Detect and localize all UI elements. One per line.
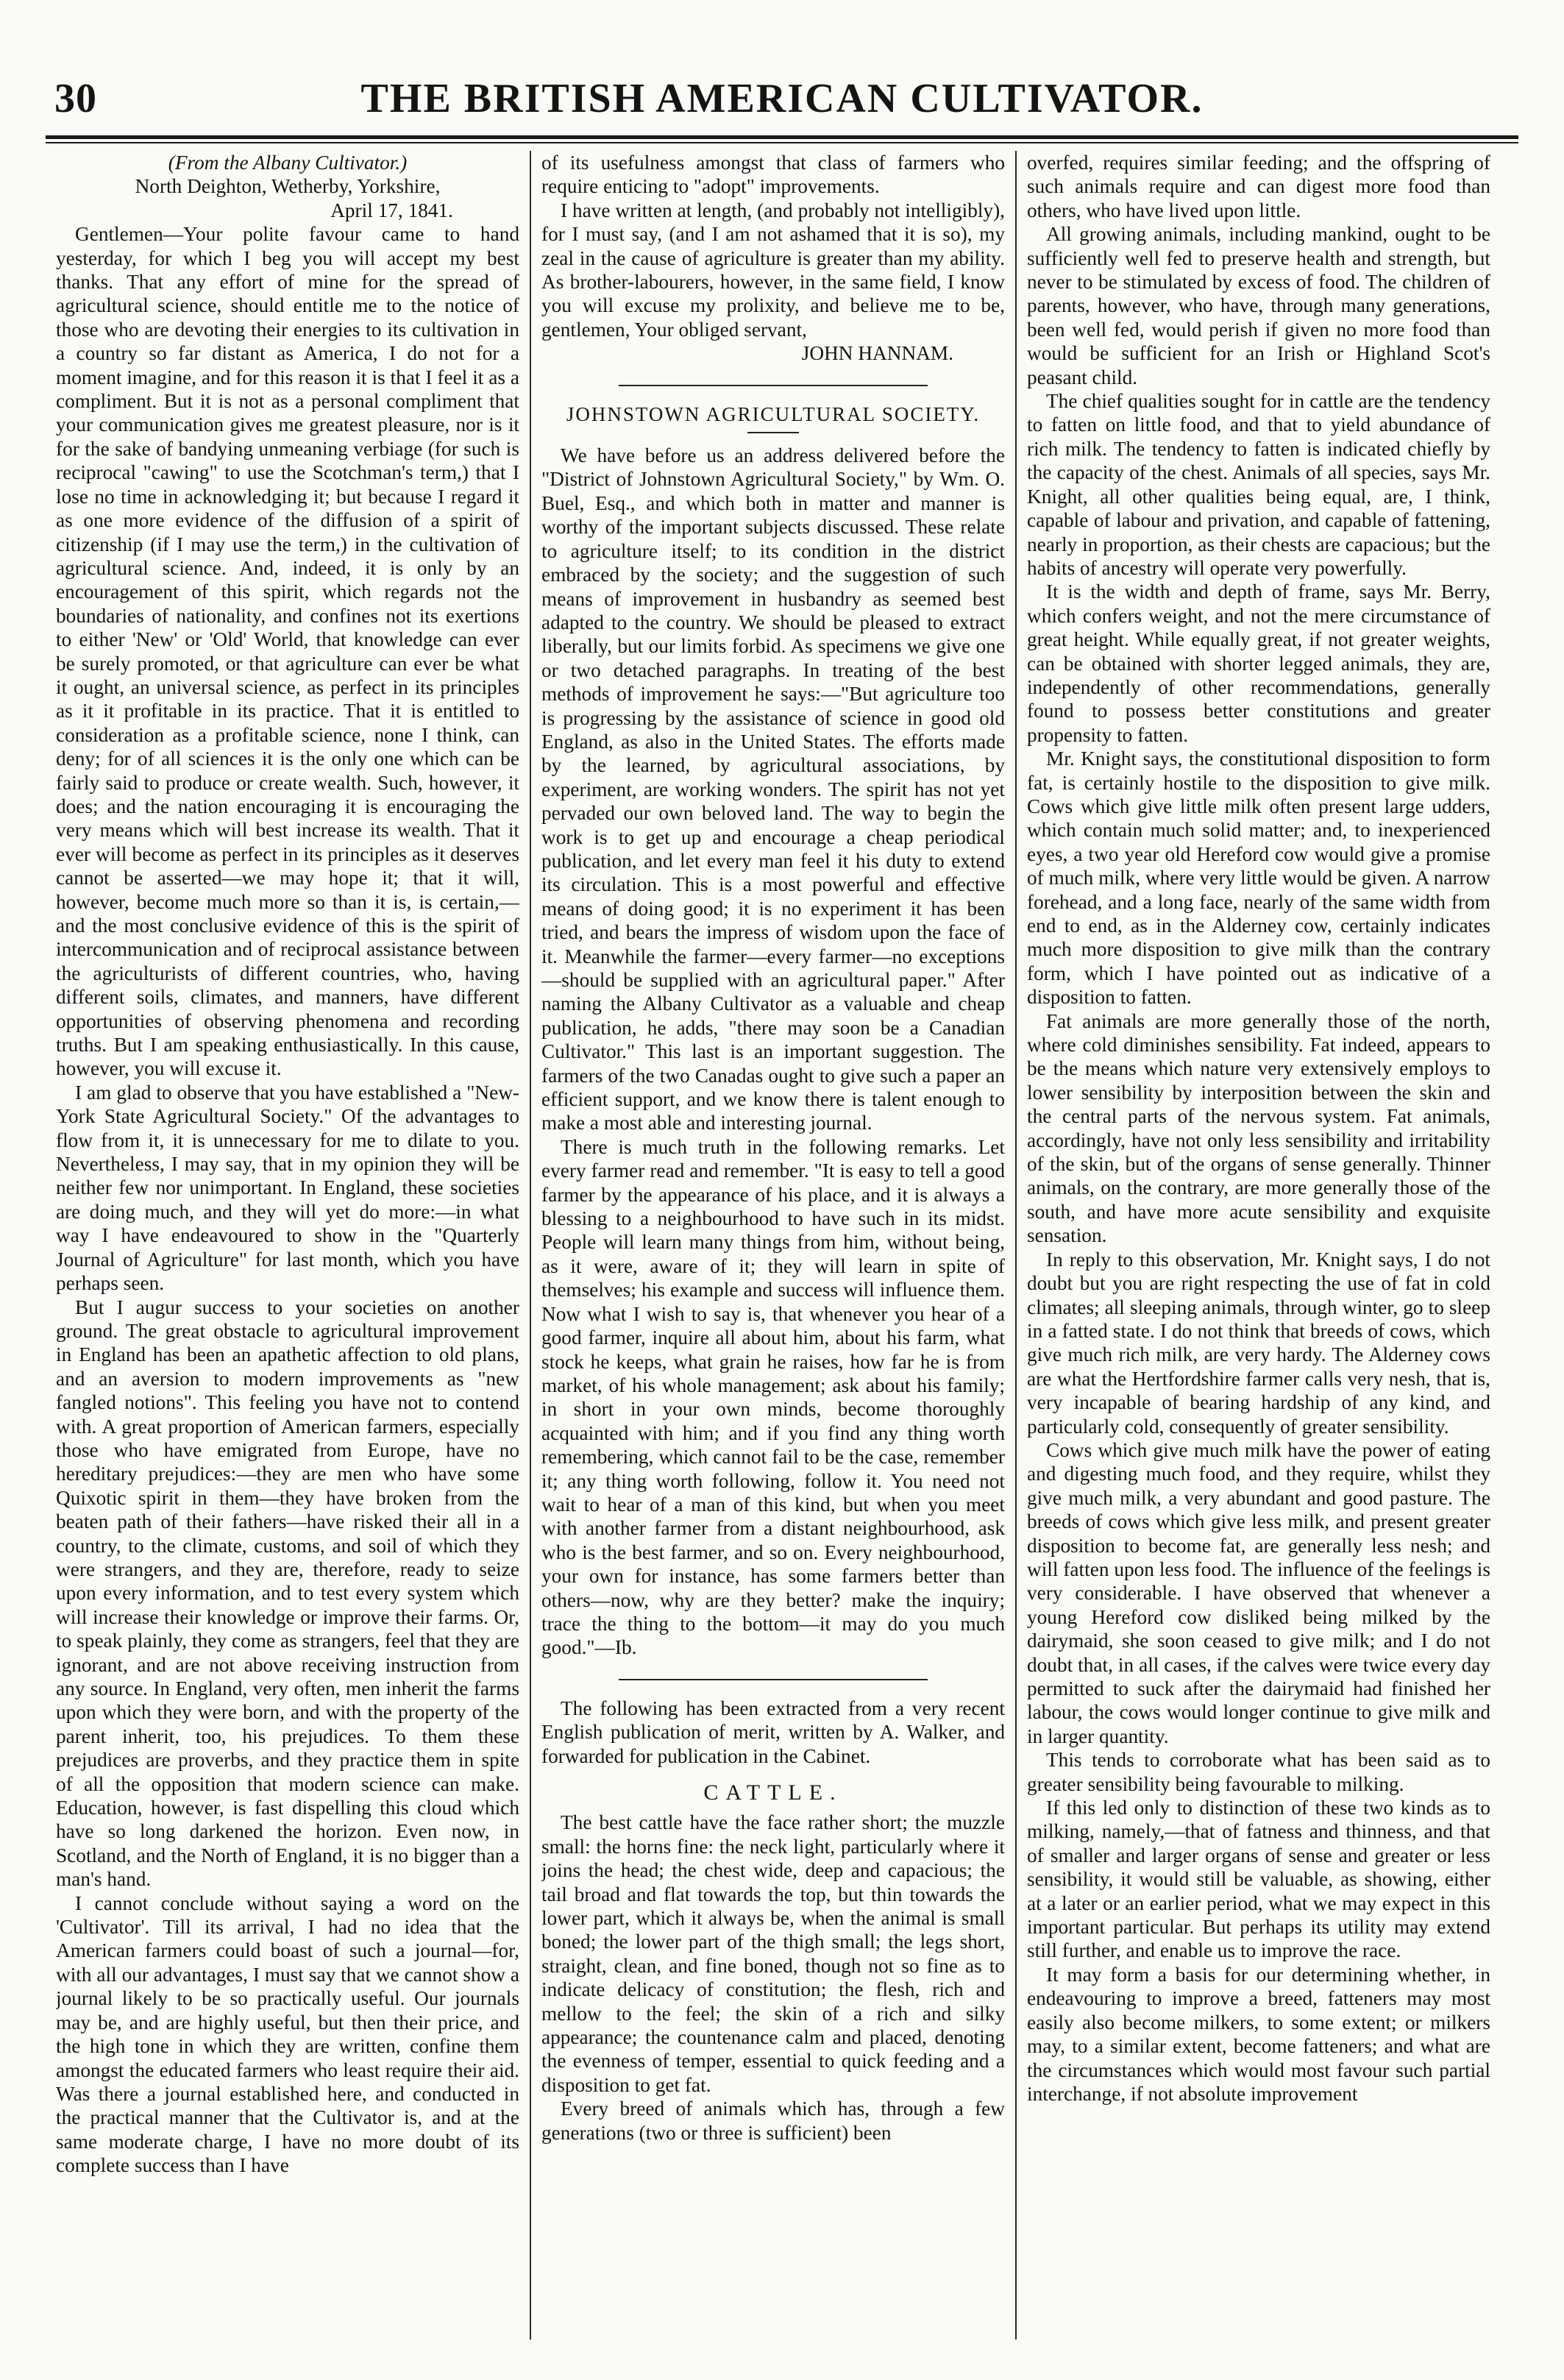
society-heading: JOHNSTOWN AGRICULTURAL SOCIETY.: [566, 402, 981, 425]
header-rule-thin: [46, 142, 1518, 143]
dateline-place: North Deighton, Wetherby, Yorkshire,: [135, 175, 441, 198]
heading-rule: [747, 432, 799, 433]
article-paragraph: In reply to this observation, Mr. Knight says, I do not doubt but you are right respecting the use of fat in cold climates; all sleeping animals, through winter, go to sleep in a fatted state. I do not think that breeds of cows, which give much rich milk, are very hardy. The Alderney cows are what the Hertfordshire farmer calls very nesh, that is, very incapable of bearing hardship of any kind, and particularly cold, consequently of greater sensibility.: [1027, 1248, 1490, 1438]
dateline-date: April 17, 1841.: [330, 199, 453, 221]
letter-paragraph: of its usefulness amongst that class of farmers who require enticing to "adopt" improvements.: [541, 152, 1005, 198]
header-rule-thick: [46, 135, 1518, 139]
article-paragraph: It is the width and depth of frame, says Mr. Berry, which confers weight, and not the mere circumstance of great height. While equally great, if not greater weights, can be obtained with shorter legged animals, they are, independently of other recommendations, generally found to possess better constitutions and greater propensity to fatten.: [1027, 580, 1490, 746]
page-number: 30: [54, 76, 97, 121]
article-paragraph: Mr. Knight says, the constitutional disposition to form fat, is certainly hostile to the disposition to give milk. Cows which give little milk often present large udders, which contain much solid matter; and, to inexperienced eyes, a two year old Hereford cow would give a promise of much milk, where very little would be given. A narrow forehead, and a long face, nearly of the same width from end to end, as in the Alderney cow, certainly indicates much more disposition to give milk than the contrary form, which I have pointed out as indicative of a disposition to fatten.: [1027, 747, 1490, 1009]
article-paragraph: This tends to corroborate what has been said as to greater sensibility being favourable to milking.: [1027, 1749, 1490, 1795]
masthead: [46, 69, 1518, 135]
letter-paragraph: I cannot conclude without saying a word on the 'Cultivator'. Till its arrival, I had no idea that the American farmers could boast of such a journal—for, with all our advantages, I must say that we cannot show a journal likely to be so practically useful. Our journals may be, and are highly useful, but then their price, and the high tone in which they are written, confine them amongst the educated farmers who least require their aid. Was there a journal established here, and conducted in the practical manner that the Cultivator is, and at the same moderate charge, I have no more doubt of its complete success than I have: [56, 1891, 519, 2177]
article-paragraph: It may form a basis for our determining whether, in endeavouring to improve a breed, fatteners may most easily also become milkers, to some extent; or milkers may, to a similar extent, become fatteners; and what are the circumstances which would most favour such partial interchange, if not absolute improvement: [1027, 1963, 1490, 2105]
column-divider: [530, 151, 531, 2340]
article-paragraph: overfed, requires similar feeding; and the offspring of such animals require and can digest more food than others, who have lived upon little.: [1027, 152, 1490, 221]
article-paragraph: Fat animals are more generally those of the north, where cold diminishes sensibility. Fat indeed, appears to be the means which nature very extensively employs to lower sensibility by interposition between the skin and the central parts of the nervous system. Fat animals, accordingly, have not only less sensibility and irritability of the skin, but of the organs of sense generally. Thinner animals, on the contrary, are more generally those of the south, and have more acute sensibility and exquisite sensation.: [1027, 1009, 1490, 1247]
article-paragraph: The following has been extracted from a very recent English publication of merit, written by A. Walker, and forwarded for publication in the Cabinet.: [541, 1697, 1005, 1767]
article-paragraph: All growing animals, including mankind, ought to be sufficiently well fed to preserve health and strength, but never to be stimulated by excess of food. The children of parents, however, who have, through many generations, been well fed, would perish if given no more food than would be sufficient for an Irish or Highland Scot's peasant child.: [1027, 223, 1490, 388]
letter-paragraph: But I augur success to your societies on another ground. The great obstacle to agricultural improvement in England has been an apathetic affection to old plans, and an aversion to modern improvements as "new fangled notions". This feeling you have not to contend with. A great proportion of American farmers, especially those who have emigrated from Europe, have no hereditary prejudices:—they are men who have some Quixotic spirit in them—they have broken from the beaten path of their fathers—have risked their all in a country, to the climate, customs, and soil of which they were strangers, and they are, therefore, ready to seize upon every information, and to test every system which will increase their knowledge or improve their farms. Or, to speak plainly, they come as strangers, feel that they are ignorant, and are not above receiving instruction from any source. In England, very often, men inherit the farms upon which they were born, and with the property of the parent inherit, too, his prejudices. To them these prejudices are proverbs, and they practice them in spite of all the opposition that modern science can make. Education, however, is fast dispelling this cloud which have so long darkened the horizon. Even now, in Scotland, and the North of England, it is no bigger than a man's hand.: [56, 1296, 519, 1891]
article-paragraph: Every breed of animals which has, through a few generations (two or three is sufficient) been: [541, 2097, 1005, 2144]
column-2: [541, 151, 1005, 2340]
article-paragraph: We have before us an address delivered before the "District of Johnstown Agricultural Society," by Wm. O. Buel, Esq., and which both in matter and manner is worthy of the important subjects discussed. These relate to agriculture itself; to its condition in the district embraced by the society; and the suggestion of such means of improvement in husbandry as seemed best adapted to the country. We should be pleased to extract liberally, but our limits forbid. As specimens we give one or two detached paragraphs. In treating of the best methods of improvement he says:—"But agriculture too is progressing by the assistance of science in good old England, as also in the United States. The efforts made by the learned, by agricultural associations, by experiment, are working wonders. The spirit has not yet pervaded our own beloved land. The way to begin the work is to get up and encourage a cheap periodical publication, and let every man feel it his duty to extend its circulation. This is a most powerful and effective means of doing good; it is no experiment it has been tried, and bears the impress of wisdom upon the face of it. Meanwhile the farmer—every farmer—no exceptions—should be supplied with an agricultural paper." After naming the Albany Cultivator as a valuable and cheap publication, he adds, "there may soon be a Canadian Cultivator." This last is an important suggestion. The farmers of the two Canadas ought to give such a paper an efficient support, and we know there is talent enough to make a most able and interesting journal.: [541, 444, 1005, 1134]
article-paragraph: The chief qualities sought for in cattle are the tendency to fatten on little food, and that to yield abundance of rich milk. The tendency to fatten is indicated chiefly by the capacity of the chest. Animals of all species, says Mr. Knight, all other qualities being equal, are, I think, capable of labour and privation, and capable of fattening, nearly in proportion, as their chests are capacious; but the habits of ancestry will operate very powerfully.: [1027, 390, 1490, 579]
column-divider: [1015, 151, 1017, 2340]
signature: JOHN HANNAM.: [801, 342, 953, 365]
cattle-heading: CATTLE.: [703, 1780, 843, 1805]
letter-paragraph: I am glad to observe that you have established a "New-York State Agricultural Society." Of the advantages to flow from it, it is unnecessary for me to dilate to you. Nevertheless, I may say, that in my opinion they will be neither few nor unimportant. In England, these societies are doing much, and they will yet do more:—in what way I have endeavoured to show in the "Quarterly Journal of Agriculture" for last month, which you have perhaps seen.: [56, 1081, 519, 1295]
column-3: [1027, 151, 1490, 2340]
article-paragraph: Cows which give much milk have the power of eating and digesting much food, and they require, whilst they give much milk, a very abundant and good pasture. The breeds of cows which give less milk, and present greater disposition to become fat, are generally less nesh; and will fatten upon less food. The influence of the feelings is very considerable. I have observed that whenever a young Hereford cow disliked being milked by the dairymaid, she soon ceased to give milk; and I do not doubt that, in all cases, if the calves were twice every day permitted to suck after the dairymaid had finished her labour, the cows would longer continue to give milk and in larger quantity.: [1027, 1438, 1490, 1747]
article-paragraph: If this led only to distinction of these two kinds as to milking, namely,—that of fatness and thinness, and that of smaller and larger organs of sense and greater or less sensibility, it would still be valuable, as showing, either at a later or an earlier period, what we may expect in this important particular. But perhaps its utility may extend still further, and enable us to improve the race.: [1027, 1797, 1490, 1962]
section-divider: [619, 1679, 928, 1680]
article-paragraph: There is much truth in the following remarks. Let every farmer read and remember. "It is easy to tell a good farmer by the appearance of his place, and it is always a blessing to a neighbourhood to have such in its midst. People will learn many things from him, without being, as it were, aware of it; they will learn in spite of themselves; his example and success will influence them. Now what I wish to say is, that whenever you hear of a good farmer, inquire all about him, about his farm, what stock he keeps, what grain he raises, how far he is from market, of his whole management; ask about his family; in short in your own minds, become thoroughly acquainted with him; and if you find any thing worth remembering, which cannot fail to be the case, remember it; any thing worth following, follow it. You need not wait to hear of a man of this kind, but when you meet with another farmer from a distant neighbourhood, ask who is the best farmer, and so on. Every neighbourhood, your own for instance, has some farmers better than others—now, why are they better? make the inquiry; trace the thing to the bottom—it may do you much good."—Ib.: [541, 1135, 1005, 1659]
column-1: [56, 151, 519, 2340]
source-credit: (From the Albany Cultivator.): [168, 152, 408, 174]
article-paragraph: The best cattle have the face rather short; the muzzle small: the horns fine: the neck light, particularly where it joins the head; the chest wide, deep and capacious; the tail broad and flat towards the top, but thin towards the lower part, which it always be, when the animal is small boned; the lower part of the thigh small; the legs short, straight, clean, and fine boned, though not so fine as to indicate delicacy of constitution; the flesh, rich and mellow to the feel; the skin of a rich and silky appearance; the countenance calm and placed, denoting the evenness of temper, essential to quick feeding and a disposition to get fat.: [541, 1811, 1005, 2096]
section-divider: [619, 385, 928, 386]
paper-title: THE BRITISH AMERICAN CULTIVATOR.: [360, 76, 1204, 121]
letter-paragraph: Gentlemen—Your polite favour came to hand yesterday, for which I beg you will accept my best thanks. That any effort of mine for the spread of agricultural science, should entitle me to the notice of those who are devoting their energies to its cultivation in a country so far distant as America, I do not for a moment imagine, and for this reason it is that I feel it as a compliment. But it is not as a personal compliment that your communication gives me greatest pleasure, nor is it for the sake of bandying unmeaning verbiage (for such is reciprocal "cawing" to use the Scotchman's term,) that I lose no time in acknowledging it; but because I regard it as one more evidence of the diffusion of a spirit of citizenship (if I may use the term,) in the cultivation of agricultural science. And, indeed, it is only by an encouragement of this spirit, which regards not the boundaries of nationality, and confines not its exertions to either 'New' or 'Old' World, that knowledge can ever be surely promoted, or that agriculture can ever be what it ought, an universal science, as perfect in its principles as it it profitable in its practice. That it is entitled to consideration as a profitable science, none I think, can deny; for of all sciences it is the only one which can be fairly said to produce or create wealth. Such, however, it does; and the nation encouraging it is encouraging the very means which will best increase its wealth. That it ever will become as perfect in its principles as it deserves cannot be asserted—we may hope it; that it will, however, become much more so than it is, is certain,—and the most conclusive evidence of this is the spirit of intercommunication and of reciprocal assistance between the agriculturists of different countries, who, having different soils, climates, and manners, have different opportunities of observing phenomena and recording truths. But I am speaking enthusiastically. In this cause, however, you will excuse it.: [56, 223, 519, 1080]
letter-paragraph: I have written at length, (and probably not intelligibly), for I must say, (and I am not ashamed that it is so), my zeal in the cause of agriculture is greater than my ability. As brother-labourers, however, in the same field, I know you will excuse my prolixity, and believe me to be, gentlemen, Your obliged servant,: [541, 199, 1005, 341]
